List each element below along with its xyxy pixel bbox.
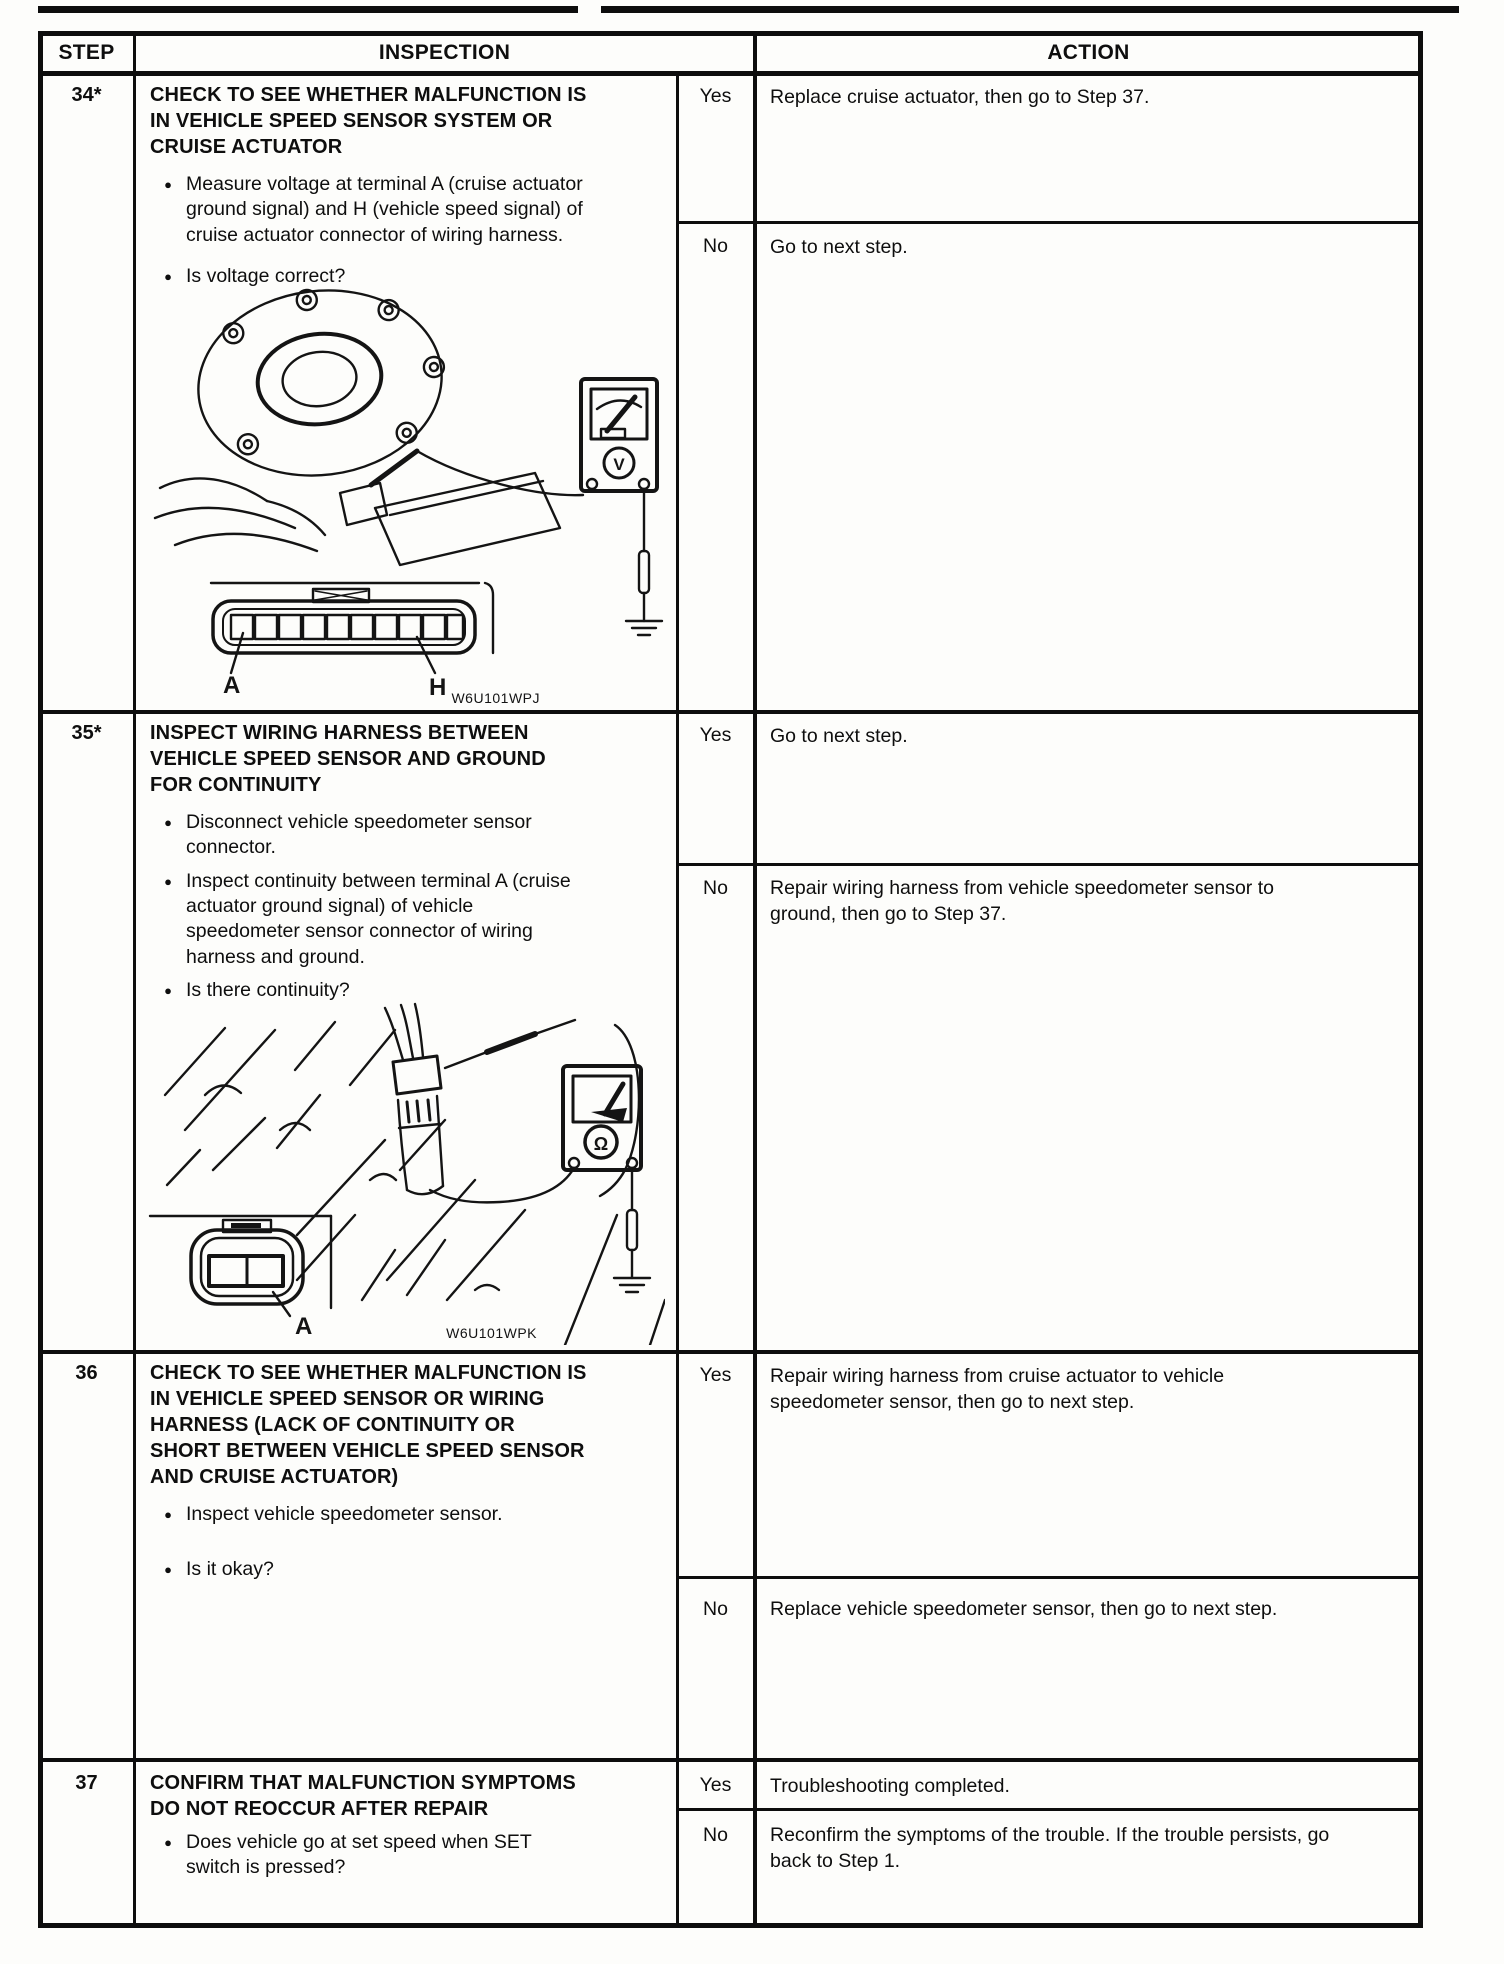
bullet-icon: ●: [164, 873, 172, 889]
ohmmeter-drawing: [563, 1066, 641, 1170]
header-step: STEP: [58, 41, 115, 64]
grid-line: [676, 863, 1423, 866]
no-label: No: [703, 1598, 728, 1620]
module-drawing: [375, 473, 560, 565]
list-item: ● Is there continuity?: [150, 978, 586, 1003]
grid-line: [753, 31, 757, 1928]
inspection-cell: [150, 720, 590, 1003]
terminal-h-leader: [417, 637, 435, 673]
bullet-icon: ●: [164, 1835, 172, 1850]
scan-artifact-line: [601, 6, 1459, 13]
inspection-title: CHECK TO SEE WHETHER MALFUNCTION IS IN VEHICLE SPEED SENSOR OR WIRING HARNESS (LACK OF CONTINUITY OR SHORT BETWEEN VEHICLE SPEED SENSOR AND CRUISE ACTUATOR): [150, 1362, 587, 1488]
action-yes-text: Replace cruise actuator, then go to Step 37.: [770, 86, 1150, 108]
no-label: No: [703, 235, 728, 257]
step-number: 36: [75, 1362, 98, 1384]
test-probe: [627, 1210, 637, 1250]
list-item: ● Inspect continuity between terminal A (cruise actuator ground signal) of vehicle speedometer sensor connector of wiring harness and ground.: [150, 869, 586, 970]
action-no-text: Go to next step.: [770, 236, 908, 258]
bullet-icon: ●: [164, 269, 172, 285]
yes-label: Yes: [699, 724, 732, 746]
grid-line: [676, 221, 1423, 224]
list-item: ● Measure voltage at terminal A (cruise actuator ground signal) and H (vehicle speed signal) of cruise actuator connector of wiring harness.: [150, 172, 586, 248]
inspection-bullets: [150, 1502, 586, 1583]
voltmeter-drawing: [581, 379, 657, 491]
figure-code: W6U101WPK: [446, 1325, 537, 1341]
cruise-actuator-drawing: [187, 283, 455, 489]
action-yes-text: Repair wiring harness from cruise actuator to vehicle speedometer sensor, then go to next step.: [770, 1365, 1225, 1414]
grid-line: [38, 1758, 1423, 1762]
action-no-text: Replace vehicle speedometer sensor, then go to next step.: [770, 1598, 1278, 1620]
meter-unit-symbol: Ω: [593, 1134, 609, 1154]
ground-symbol: [614, 1278, 650, 1292]
action-yes-text: Troubleshooting completed.: [770, 1775, 1010, 1797]
list-item: ● Disconnect vehicle speedometer sensor connector.: [150, 810, 586, 861]
terminal-h-label: H: [429, 674, 447, 701]
action-no-text: Repair wiring harness from vehicle speedometer sensor to ground, then go to Step 37.: [770, 877, 1274, 926]
step-number: 34*: [71, 84, 102, 106]
list-item: ● Is voltage correct?: [150, 264, 586, 289]
action-yes-text: Go to next step.: [770, 725, 908, 747]
grid-line: [676, 1576, 1423, 1579]
grid-line: [676, 1808, 1423, 1811]
yes-label: Yes: [699, 85, 732, 107]
no-label: No: [703, 877, 728, 899]
grid-line: [133, 31, 136, 1928]
speed-sensor-ohmmeter-figure: [145, 1000, 665, 1345]
list-item: ● Inspect vehicle speedometer sensor.: [150, 1502, 586, 1527]
header-inspection: INSPECTION: [378, 41, 511, 64]
scan-artifact-line: [38, 6, 578, 13]
inspection-title: CHECK TO SEE WHETHER MALFUNCTION IS IN VEHICLE SPEED SENSOR SYSTEM OR CRUISE ACTUATOR: [150, 84, 587, 158]
no-label: No: [703, 1824, 728, 1846]
meter-unit-symbol: V: [613, 455, 625, 474]
inspection-bullets: [150, 810, 586, 1003]
bullet-icon: ●: [164, 1507, 172, 1522]
grid-line: [676, 73, 679, 1928]
test-probe: [487, 1034, 535, 1052]
test-probe: [639, 551, 649, 593]
bullet-icon: ●: [164, 177, 172, 192]
harness-drawing: [160, 478, 267, 501]
grid-line: [38, 1350, 1423, 1354]
bullet-icon: ●: [164, 815, 172, 830]
inspection-bullets: [150, 1830, 586, 1881]
step-number: 35*: [71, 722, 102, 744]
figure-code: W6U101WPJ: [451, 690, 540, 706]
inspection-title: CONFIRM THAT MALFUNCTION SYMPTOMS DO NOT REOCCUR AFTER REPAIR: [150, 1772, 576, 1820]
step-number: 37: [75, 1772, 98, 1794]
header-action: ACTION: [1047, 41, 1130, 64]
inspection-title: INSPECT WIRING HARNESS BETWEEN VEHICLE SPEED SENSOR AND GROUND FOR CONTINUITY: [150, 722, 546, 796]
action-no-text: Reconfirm the symptoms of the trouble. If the trouble persists, go back to Step 1.: [770, 1824, 1330, 1873]
terminal-a-label: A: [223, 672, 241, 699]
inspection-cell: [150, 1360, 590, 1583]
bullet-icon: ●: [164, 1562, 172, 1578]
inspection-cell: [150, 82, 590, 289]
speed-sensor-drawing: [385, 1004, 443, 1194]
inspection-cell: [150, 1770, 590, 1881]
bullet-icon: ●: [164, 983, 172, 999]
grid-line: [38, 71, 1423, 76]
sensor-connector-drawing: [191, 1220, 303, 1304]
list-item: ● Does vehicle go at set speed when SET switch is pressed?: [150, 1830, 586, 1881]
inspection-bullets: [150, 172, 586, 289]
ground-symbol: [626, 621, 662, 635]
yes-label: Yes: [699, 1774, 732, 1796]
terminal-a-label: A: [295, 1313, 313, 1340]
test-probe: [371, 451, 417, 485]
yes-label: Yes: [699, 1364, 732, 1386]
connector-strip-drawing: [211, 583, 493, 653]
cruise-actuator-voltmeter-figure: [145, 283, 665, 711]
list-item: ● Is it okay?: [150, 1557, 586, 1582]
